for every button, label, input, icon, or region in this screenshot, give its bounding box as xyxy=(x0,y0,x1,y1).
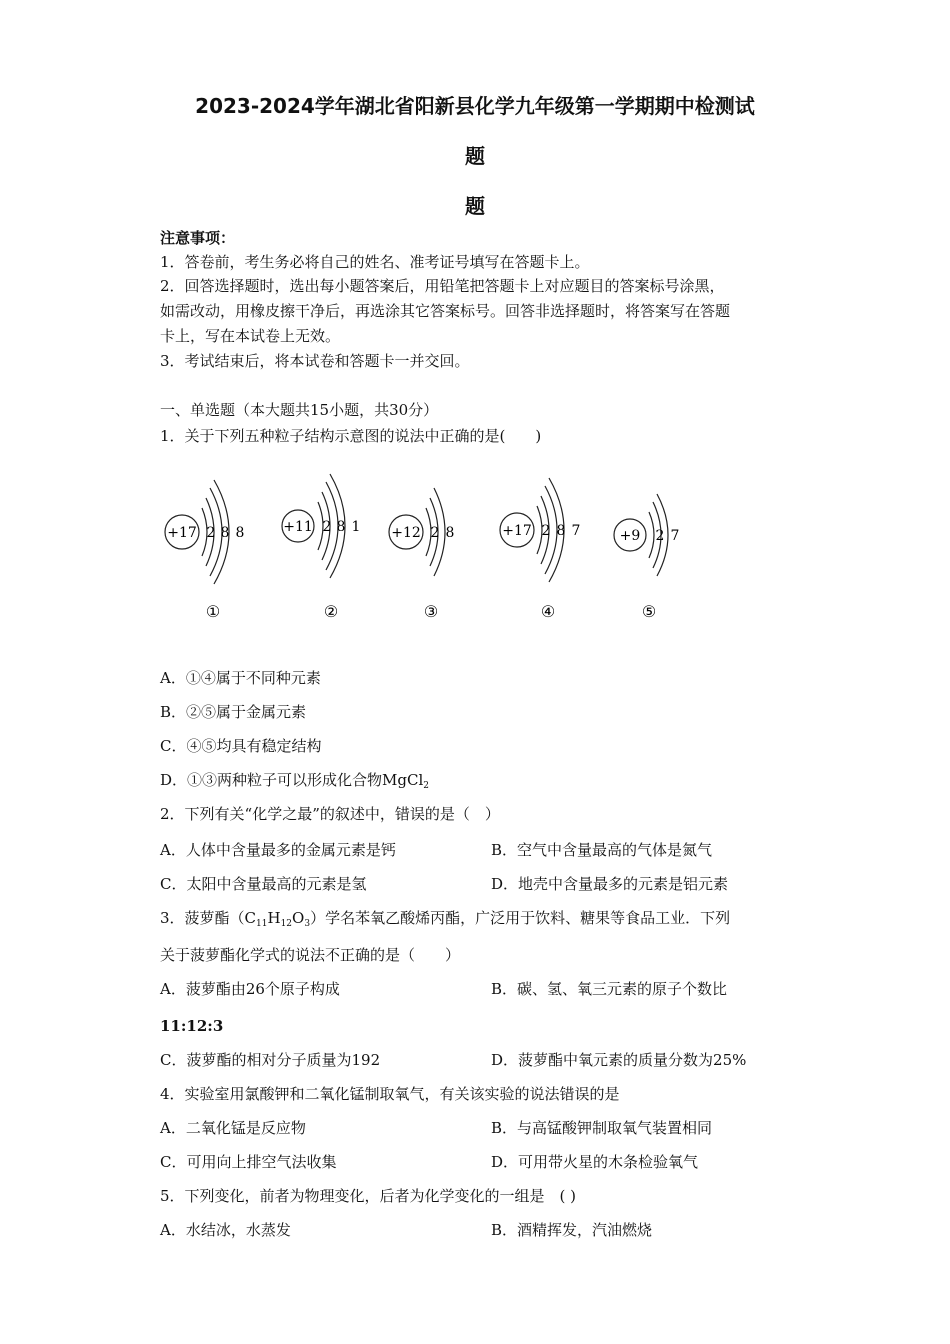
q2-option-c: C．太阳中含量最高的元素是氢 xyxy=(160,875,367,893)
atom-3-label: ③ xyxy=(423,602,439,621)
atom-4-label: ④ xyxy=(540,602,556,621)
q4-option-d: D．可用带火星的木条检验氧气 xyxy=(491,1153,699,1171)
notice-item-3: 3．考试结束后，将本试卷和答题卡一并交回。 xyxy=(160,352,470,370)
atom-2-label: ② xyxy=(323,602,339,621)
atom-1-shell-1: 2 xyxy=(206,525,216,541)
atom-2-nucleus: +11 xyxy=(283,519,313,535)
atom-5-shell-1: 2 xyxy=(655,528,665,544)
q2-option-d: D．地壳中含量最多的元素是铝元素 xyxy=(491,875,729,893)
atom-1-shell-3: 8 xyxy=(235,525,245,541)
exam-title-line2: 题 xyxy=(465,144,485,168)
notice-item-2-line2: 如需改动，用橡皮擦干净后，再选涂其它答案标号。回答非选择题时，将答案写在答题 xyxy=(160,302,731,320)
q1-option-d xyxy=(160,770,429,796)
q1-stem: 1．关于下列五种粒子结构示意图的说法中正确的是( ) xyxy=(160,427,542,445)
q4-stem: 4．实验室用氯酸钾和二氧化锰制取氧气，有关该实验的说法错误的是 xyxy=(160,1085,620,1103)
atom-4-shell-3: 7 xyxy=(571,523,581,539)
q5-option-b: B．酒精挥发，汽油燃烧 xyxy=(491,1221,653,1239)
q5-option-a: A．水结冰，水蒸发 xyxy=(160,1221,291,1239)
atom-1-shell-2: 8 xyxy=(220,525,230,541)
atom-1-label: ① xyxy=(205,602,221,621)
q3-stem-line1 xyxy=(160,908,730,934)
exam-title-line1: 2023-2024学年湖北省阳新县化学九年级第一学期期中检测试 xyxy=(195,94,755,118)
q4-option-b: B．与高锰酸钾制取氧气装置相同 xyxy=(491,1119,713,1137)
q3-stem-part-c: O xyxy=(292,909,305,927)
q2-option-a: A．人体中含量最多的金属元素是钙 xyxy=(160,841,396,859)
q2-stem: 2．下列有关“化学之最”的叙述中，错误的是（ ） xyxy=(160,805,500,823)
q1-option-b: B．②⑤属于金属元素 xyxy=(160,703,307,721)
q1-option-d-text: D．①③两种粒子可以形成化合物MgCl xyxy=(160,771,424,789)
notice-heading: 注意事项： xyxy=(160,229,236,247)
atom-3-shell-1: 2 xyxy=(430,525,440,541)
section-heading: 一、单选题（本大题共15小题，共30分） xyxy=(160,401,439,419)
q3-stem-line2: 关于菠萝酯化学式的说法不正确的是（ ） xyxy=(160,946,461,964)
q3-sub-hydrogen: 12 xyxy=(280,919,293,929)
atom-3-shell-2: 8 xyxy=(445,525,455,541)
atom-2-shell-2: 8 xyxy=(336,519,346,535)
q3-option-a: A．菠萝酯由26个原子构成 xyxy=(160,980,340,998)
atomic-structure-diagrams xyxy=(150,460,710,640)
atom-4-shell-2: 8 xyxy=(556,523,566,539)
q1-option-c: C．④⑤均具有稳定结构 xyxy=(160,737,322,755)
notice-item-2-line1: 2．回答选择题时，选出每小题答案后，用铅笔把答题卡上对应题目的答案标号涂黑， xyxy=(160,277,725,295)
q3-stem-part-b: H xyxy=(267,909,281,927)
q4-option-a: A．二氧化锰是反应物 xyxy=(160,1119,306,1137)
notice-item-2-line3: 卡上，写在本试卷上无效。 xyxy=(160,327,341,345)
q3-stem-part-d: ）学名苯氧乙酸烯丙酯，广泛用于饮料、糖果等食品工业．下列 xyxy=(310,909,731,927)
q4-option-c: C．可用向上排空气法收集 xyxy=(160,1153,337,1171)
q3-option-b-continued: 11:12:3 xyxy=(160,1017,224,1035)
atom-4-nucleus: +17 xyxy=(502,523,532,539)
atom-2-shell-3: 1 xyxy=(351,519,361,535)
atom-5-nucleus: +9 xyxy=(619,528,641,544)
q1-option-d-subscript: 2 xyxy=(423,781,429,791)
q5-stem: 5．下列变化，前者为物理变化，后者为化学变化的一组是 ( ) xyxy=(160,1187,577,1205)
atom-1-nucleus: +17 xyxy=(167,525,197,541)
q3-option-d: D．菠萝酯中氧元素的质量分数为25% xyxy=(491,1051,747,1069)
q3-sub-carbon: 11 xyxy=(256,919,268,929)
q2-option-b: B．空气中含量最高的气体是氮气 xyxy=(491,841,713,859)
q3-stem-part-a: 3．菠萝酯（C xyxy=(160,909,257,927)
atom-5-label: ⑤ xyxy=(641,602,657,621)
atom-4-shell-1: 2 xyxy=(541,523,551,539)
q3-option-b: B．碳、氢、氧三元素的原子个数比 xyxy=(491,980,728,998)
atom-5-shell-2: 7 xyxy=(670,528,680,544)
q3-sub-oxygen: 3 xyxy=(304,919,311,929)
exam-title-line3: 题 xyxy=(465,194,485,218)
q3-option-c: C．菠萝酯的相对分子质量为192 xyxy=(160,1051,381,1069)
atom-3-nucleus: +12 xyxy=(391,525,421,541)
atom-2-shell-1: 2 xyxy=(322,519,332,535)
q1-option-a: A．①④属于不同种元素 xyxy=(160,669,321,687)
notice-item-1: 1．答卷前，考生务必将自己的姓名、准考证号填写在答题卡上。 xyxy=(160,253,590,271)
